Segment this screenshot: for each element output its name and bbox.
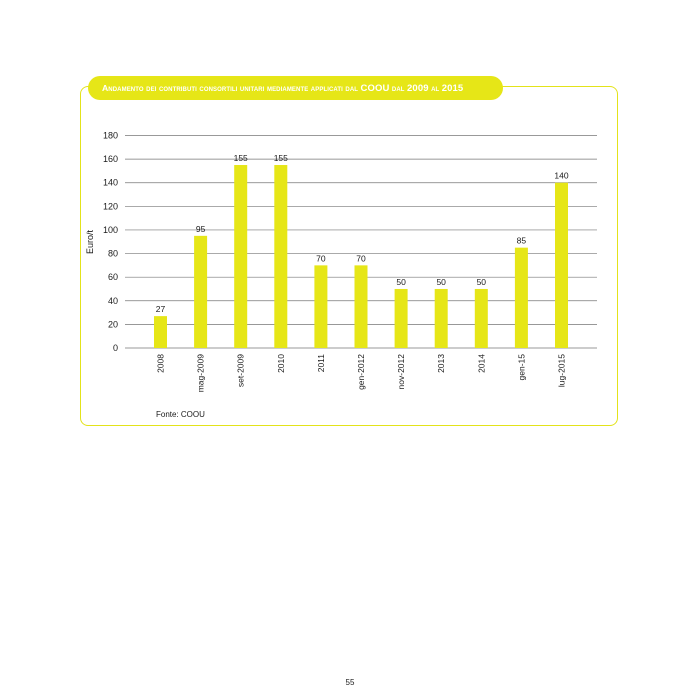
y-tick-label: 0 bbox=[112, 343, 118, 353]
y-tick-label: 180 bbox=[102, 130, 118, 141]
bar bbox=[314, 265, 327, 348]
data-label: 70 bbox=[356, 253, 366, 264]
x-tick-label: 2010 bbox=[275, 354, 286, 373]
data-label: 85 bbox=[516, 235, 527, 246]
data-label: 27 bbox=[155, 304, 166, 315]
bar bbox=[194, 236, 207, 348]
data-label: 70 bbox=[316, 253, 326, 264]
bar bbox=[555, 183, 568, 348]
chart-title-text: Andamento dei contributi consortili unitari mediamente applicati dal COOU dal 2009 al 2015 bbox=[102, 82, 464, 94]
x-tick-label: 2011 bbox=[315, 354, 326, 373]
bar bbox=[515, 248, 528, 348]
y-tick-label: 80 bbox=[107, 248, 118, 259]
source-note: Fonte: COOU bbox=[156, 410, 205, 419]
y-axis-label: Euro/t bbox=[85, 229, 95, 255]
data-label: 50 bbox=[396, 276, 406, 287]
y-tick-label: 20 bbox=[107, 319, 118, 330]
y-tick-label: 120 bbox=[102, 201, 118, 212]
data-label: 155 bbox=[273, 153, 288, 164]
y-tick-label: 160 bbox=[102, 154, 118, 165]
bar bbox=[274, 165, 287, 348]
data-label: 50 bbox=[476, 276, 487, 287]
data-label: 50 bbox=[436, 276, 446, 287]
x-tick-label: 2008 bbox=[155, 354, 166, 373]
bar bbox=[355, 265, 368, 348]
x-tick-label: 2014 bbox=[476, 354, 487, 373]
page-number: 55 bbox=[345, 678, 355, 687]
y-tick-label: 100 bbox=[102, 224, 118, 235]
x-tick-label: mag-2009 bbox=[195, 354, 206, 393]
y-tick-label: 60 bbox=[107, 272, 118, 283]
data-label: 140 bbox=[554, 170, 569, 181]
x-tick-label: set-2009 bbox=[235, 354, 246, 388]
y-tick-label: 140 bbox=[102, 177, 118, 188]
data-label: 155 bbox=[233, 153, 248, 164]
x-tick-label: gen-15 bbox=[516, 354, 527, 381]
bar bbox=[154, 316, 167, 348]
bar bbox=[234, 165, 247, 348]
x-tick-label: nov-2012 bbox=[396, 354, 407, 390]
x-tick-label: lug-2015 bbox=[556, 354, 567, 388]
x-tick-label: 2013 bbox=[436, 354, 447, 373]
x-tick-label: gen-2012 bbox=[356, 354, 366, 390]
y-tick-label: 40 bbox=[107, 295, 118, 306]
data-label: 95 bbox=[195, 223, 206, 234]
bar bbox=[475, 289, 488, 348]
bar bbox=[395, 289, 408, 348]
bar bbox=[435, 289, 448, 348]
